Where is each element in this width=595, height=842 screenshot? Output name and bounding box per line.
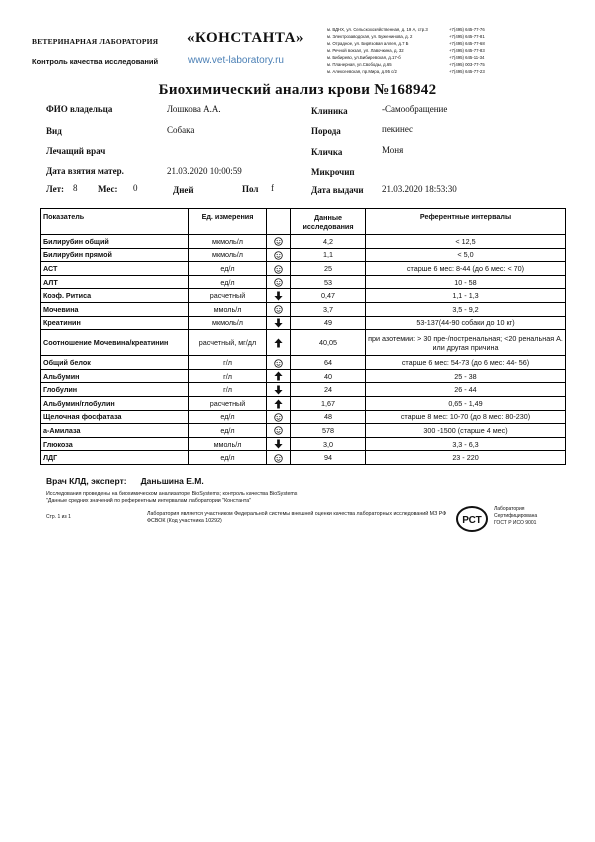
result-name: Билирубин прямой: [41, 248, 189, 262]
result-flag: [267, 235, 291, 249]
result-name: Глюкоза: [41, 437, 189, 451]
result-unit: ед/л: [189, 410, 267, 424]
result-reference: 3,5 - 9,2: [366, 302, 566, 316]
smiley-icon: [274, 237, 283, 246]
result-name: а-Амилаза: [41, 424, 189, 438]
result-flag: [267, 302, 291, 316]
result-unit: ед/л: [189, 275, 267, 289]
sample-date-label: Дата взятия матер.: [46, 166, 124, 176]
result-flag: [267, 262, 291, 276]
table-row: [41, 275, 566, 289]
result-value: 3,7: [291, 302, 366, 316]
lab-name: ВЕТЕРИНАРНАЯ ЛАБОРАТОРИЯ: [32, 37, 159, 46]
analyzer-note: Исследования проведены на биохимическом анализаторе BioSystems; контроль качества BioSystems: [46, 491, 298, 497]
branch-phone: +7(495) 645-77-23: [449, 69, 485, 74]
table-row: [41, 410, 566, 424]
result-reference: 10 - 58: [366, 275, 566, 289]
arrow-down-icon: [274, 318, 283, 328]
branch-address: м. ВДНХ, ул. Сельскохозяйственная, д. 19 А, стр.3: [327, 27, 428, 32]
table-row: [41, 248, 566, 262]
result-name: Соотношение Мочевина/креатинин: [41, 330, 189, 356]
arrow-down-icon: [274, 385, 283, 395]
expert-signature: [46, 476, 204, 486]
branch-phone: +7(495) 645-77-81: [449, 34, 485, 39]
result-unit: ммоль/л: [189, 302, 267, 316]
result-reference: 0,65 - 1,49: [366, 396, 566, 410]
quality-tagline: Контроль качества исследований: [32, 57, 159, 66]
result-flag: [267, 369, 291, 383]
smiley-icon: [274, 359, 283, 368]
result-name: Коэф. Ритиса: [41, 289, 189, 303]
result-name: Альбумин: [41, 369, 189, 383]
result-flag: [267, 330, 291, 356]
branch-phone: +7(495) 645-11-34: [449, 55, 485, 60]
result-unit: г/л: [189, 369, 267, 383]
smiley-icon: [274, 251, 283, 260]
smiley-icon: [274, 413, 283, 422]
result-flag: [267, 383, 291, 397]
smiley-icon: [274, 454, 283, 463]
result-reference: 3,3 - 6,3: [366, 437, 566, 451]
result-value: 578: [291, 424, 366, 438]
result-reference: < 12,5: [366, 235, 566, 249]
age-days-label: Дней: [173, 185, 194, 195]
result-name: Креатинин: [41, 316, 189, 330]
table-row: [41, 302, 566, 316]
breed-value: пекинес: [382, 124, 414, 134]
reference-note: "Данные средних значений по референтным интервалам лаборатории "Константа": [46, 498, 252, 504]
result-name: АСТ: [41, 262, 189, 276]
result-name: Щелочная фосфатаза: [41, 410, 189, 424]
document-title: [0, 82, 595, 99]
result-value: 94: [291, 451, 366, 465]
branch-address: м. Электрозаводская, ул. Буженинова, д. 2: [327, 34, 413, 39]
branch-address: м. Бибирево, ул.Бибиревская, д.17-б: [327, 55, 401, 60]
result-flag: [267, 289, 291, 303]
result-reference: 23 - 220: [366, 451, 566, 465]
results-table: [40, 208, 566, 465]
result-unit: г/л: [189, 383, 267, 397]
result-value: 40: [291, 369, 366, 383]
species-value: Собака: [167, 125, 195, 135]
result-reference: 1,1 - 1,3: [366, 289, 566, 303]
result-flag: [267, 451, 291, 465]
col-header-value: Данные исследования: [291, 209, 366, 235]
table-row: [41, 330, 566, 356]
clinic-label: Клиника: [311, 106, 348, 116]
result-reference: старше 8 мес: 10-70 (до 8 мес: 80-230): [366, 410, 566, 424]
result-unit: ед/л: [189, 451, 267, 465]
result-reference: < 5,0: [366, 248, 566, 262]
rst-certification-icon: [455, 505, 489, 538]
result-unit: ед/л: [189, 262, 267, 276]
result-name: Глобулин: [41, 383, 189, 397]
age-months-value: 0: [133, 183, 138, 193]
microchip-label: Микрочип: [311, 167, 355, 177]
analysis-number: №168942: [374, 82, 437, 98]
result-unit: г/л: [189, 356, 267, 370]
result-name: ЛДГ: [41, 451, 189, 465]
clinic-value: -Самообращение: [382, 104, 448, 114]
result-name: Общий белок: [41, 356, 189, 370]
result-value: 40,05: [291, 330, 366, 356]
result-reference: 25 - 38: [366, 369, 566, 383]
result-value: 25: [291, 262, 366, 276]
result-unit: расчетный, мг/дл: [189, 330, 267, 356]
branch-address: м. Речной вокзал, ул. Лавочкина, д. 32: [327, 48, 404, 53]
smiley-icon: [274, 278, 283, 287]
smiley-icon: [274, 305, 283, 314]
table-row: [41, 316, 566, 330]
website-link[interactable]: www.vet-laboratory.ru: [188, 55, 284, 66]
lab-brand: «КОНСТАНТА»: [187, 30, 305, 46]
result-name: Мочевина: [41, 302, 189, 316]
cert-logo-text: РСТ: [462, 515, 482, 526]
result-value: 49: [291, 316, 366, 330]
branch-address: м. Алексеевская, пр.Мира, д.95 с/2: [327, 69, 397, 74]
result-flag: [267, 424, 291, 438]
result-value: 3,0: [291, 437, 366, 451]
arrow-up-icon: [274, 371, 283, 381]
arrow-down-icon: [274, 439, 283, 449]
branch-phone: +7(495) 645-77-76: [449, 27, 485, 32]
result-value: 53: [291, 275, 366, 289]
result-value: 48: [291, 410, 366, 424]
result-flag: [267, 248, 291, 262]
col-header-flag: [267, 209, 291, 235]
result-flag: [267, 316, 291, 330]
result-reference: старше 6 мес: 8-44 (до 6 мес: < 70): [366, 262, 566, 276]
result-reference: 53-137(44-90 собаки до 10 кг): [366, 316, 566, 330]
col-header-name: Показатель: [41, 209, 189, 235]
result-unit: расчетный: [189, 396, 267, 410]
owner-value: Лошкова А.А.: [167, 104, 221, 114]
owner-label: ФИО владельца: [46, 104, 113, 114]
result-reference: 300 -1500 (старше 4 мес): [366, 424, 566, 438]
branch-phone: +7(495) 645-77-68: [449, 41, 485, 46]
age-years-label: Лет:: [46, 184, 65, 194]
smiley-icon: [274, 265, 283, 274]
table-row: [41, 396, 566, 410]
cert-line-2: Сертифицирована: [494, 513, 538, 519]
result-flag: [267, 356, 291, 370]
table-row: [41, 262, 566, 276]
table-row: [41, 424, 566, 438]
fsvok-membership: Лаборатория является участником Федеральной системы внешней оценки качества лабораторных исследований МЗ РФ ФСВОК (Код участника 10292): [147, 511, 447, 524]
result-flag: [267, 396, 291, 410]
result-name: Билирубин общий: [41, 235, 189, 249]
result-unit: ед/л: [189, 424, 267, 438]
result-unit: расчетный: [189, 289, 267, 303]
branch-phone: +7(495) 645-77-83: [449, 48, 485, 53]
sex-value: f: [271, 183, 274, 193]
result-value: 1,1: [291, 248, 366, 262]
nickname-label: Кличка: [311, 147, 343, 157]
table-row: [41, 383, 566, 397]
expert-name: Даньшина Е.М.: [140, 476, 204, 486]
result-name: Альбумин/глобулин: [41, 396, 189, 410]
result-value: 0,47: [291, 289, 366, 303]
table-row: [41, 369, 566, 383]
breed-label: Порода: [311, 126, 341, 136]
certification-text: [494, 506, 537, 527]
result-flag: [267, 275, 291, 289]
result-name: АЛТ: [41, 275, 189, 289]
age-years-value: 8: [73, 183, 78, 193]
result-value: 1,67: [291, 396, 366, 410]
branch-address: м. Отрадное, ул. Бирёзовая аллея, д.7 Б: [327, 41, 409, 46]
col-header-ref: Референтные интервалы: [366, 209, 566, 235]
expert-label: Врач КЛД, эксперт:: [46, 476, 127, 486]
result-unit: мкмоль/л: [189, 248, 267, 262]
result-unit: ммоль/л: [189, 437, 267, 451]
sample-date-value: 21.03.2020 10:00:59: [167, 166, 242, 176]
result-flag: [267, 437, 291, 451]
cert-line-3: ГОСТ Р ИСО 9001: [494, 520, 537, 526]
age-months-label: Мес:: [98, 184, 118, 194]
table-row: [41, 451, 566, 465]
result-reference: старше 6 мес: 54-73 (до 6 мес: 44- 56): [366, 356, 566, 370]
arrow-up-icon: [274, 338, 283, 348]
result-unit: мкмоль/л: [189, 235, 267, 249]
table-row: [41, 437, 566, 451]
result-flag: [267, 410, 291, 424]
doctor-label: Лечащий врач: [46, 146, 106, 156]
arrow-up-icon: [274, 399, 283, 409]
result-reference: при азотемии: > 30 пре-/постренальная; <20 ренальная А. или другая причина: [366, 330, 566, 356]
species-label: Вид: [46, 126, 62, 136]
table-row: [41, 235, 566, 249]
cert-line-1: Лаборатория: [494, 506, 525, 512]
branch-phone: +7(495) 003-77-75: [449, 62, 485, 67]
arrow-down-icon: [274, 291, 283, 301]
sex-label: Пол: [242, 184, 259, 194]
issue-date-value: 21.03.2020 18:53:30: [382, 184, 457, 194]
issue-date-label: Дата выдачи: [311, 185, 364, 195]
nickname-value: Моня: [382, 145, 404, 155]
table-row: [41, 289, 566, 303]
result-unit: мкмоль/л: [189, 316, 267, 330]
result-value: 64: [291, 356, 366, 370]
col-header-unit: Ед. измерения: [189, 209, 267, 235]
branch-address: м. Планерная, ул.Свободы, д.65: [327, 62, 392, 67]
result-value: 24: [291, 383, 366, 397]
smiley-icon: [274, 426, 283, 435]
table-header-row: [41, 209, 566, 235]
analysis-name: Биохимический анализ крови: [158, 82, 371, 98]
result-value: 4,2: [291, 235, 366, 249]
page-number: Стр. 1 из 1: [46, 514, 71, 520]
table-row: [41, 356, 566, 370]
result-reference: 26 - 44: [366, 383, 566, 397]
